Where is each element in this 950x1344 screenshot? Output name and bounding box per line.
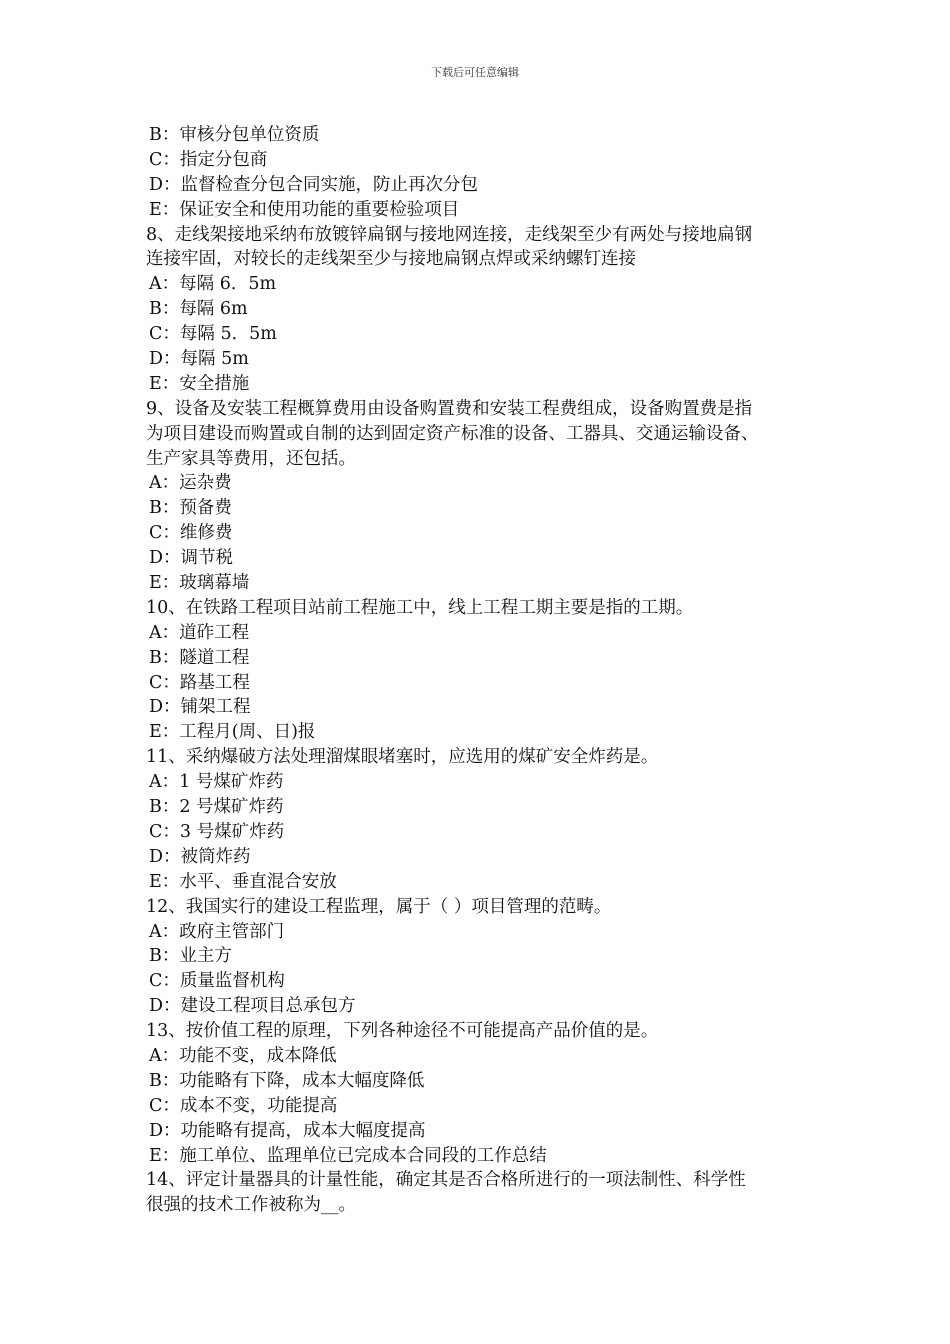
question-text: 为项目建设而购置或自制的达到固定资产标准的设备、工器具、交通运输设备、: [146, 423, 759, 444]
answer-option: C：质量监督机构: [149, 971, 285, 992]
answer-option: B：隧道工程: [149, 647, 250, 668]
answer-option: E：水平、垂直混合安放: [149, 871, 337, 892]
question-text: 11、采纳爆破方法处理溜煤眼堵塞时，应选用的煤矿安全炸药是。: [146, 747, 659, 768]
answer-option: E：玻璃幕墙: [149, 573, 250, 594]
answer-option: C：成本不变，功能提高: [149, 1095, 338, 1116]
question-text: 很强的技术工作被称为__。: [146, 1195, 356, 1216]
answer-option: D：被筒炸药: [149, 846, 251, 867]
answer-option: C：指定分包商: [149, 149, 268, 170]
answer-option: B：每隔 6m: [149, 299, 248, 320]
answer-option: C：路基工程: [149, 672, 250, 693]
answer-option: C：维修费: [149, 523, 233, 544]
answer-option: C：3 号煤矿炸药: [149, 821, 285, 842]
answer-option: B：审核分包单位资质: [149, 125, 320, 145]
answer-option: A：1 号煤矿炸药: [149, 772, 284, 793]
answer-option: E：保证安全和使用功能的重要检验项目: [149, 199, 460, 220]
question-text: 13、按价值工程的原理，下列各种途径不可能提高产品价值的是。: [146, 1021, 659, 1042]
question-text: 14、评定计量器具的计量性能，确定其是否合格所进行的一项法制性、科学性: [146, 1170, 746, 1191]
question-text: 8、走线架接地采纳布放镀锌扁钢与接地网连接，走线架至少有两处与接地扁钢: [146, 224, 753, 245]
answer-option: E：工程月(周、日)报: [149, 722, 316, 743]
answer-option: D：调节税: [149, 548, 234, 569]
question-text: 连接牢固，对较长的走线架至少与接地扁钢点焊或采纳螺钉连接: [146, 249, 636, 270]
answer-option: B：业主方: [149, 946, 232, 967]
question-text: 12、我国实行的建设工程监理，属于（ ）项目管理的范畴。: [146, 896, 612, 917]
answer-option: D：建设工程项目总承包方: [149, 996, 356, 1017]
answer-option: E：施工单位、监理单位已完成本合同段的工作总结: [149, 1145, 547, 1166]
answer-option: A：运杂费: [149, 473, 232, 494]
question-text: 生产家具等费用，还包括。: [146, 448, 356, 469]
page-header: 下载后可任意编辑: [431, 66, 519, 79]
document-body: [146, 123, 826, 1218]
answer-option: A：道砟工程: [149, 622, 250, 643]
question-text: 10、在铁路工程项目站前工程施工中，线上工程工期主要是指的工期。: [146, 597, 694, 618]
answer-option: D：铺架工程: [149, 697, 251, 718]
question-text: 9、设备及安装工程概算费用由设备购置费和安装工程费组成，设备购置费是指: [146, 398, 753, 419]
answer-option: D：功能略有提高，成本大幅度提高: [149, 1120, 426, 1141]
answer-option: D：监督检查分包合同实施，防止再次分包: [149, 174, 479, 195]
answer-option: A：功能不变，成本降低: [149, 1045, 337, 1066]
answer-option: A：政府主管部门: [149, 921, 285, 942]
answer-option: C：每隔 5．5m: [149, 324, 277, 345]
answer-option: E：安全措施: [149, 373, 250, 394]
answer-option: B：功能略有下降，成本大幅度降低: [149, 1070, 425, 1091]
answer-option: B：预备费: [149, 498, 232, 519]
answer-option: A：每隔 6．5m: [149, 274, 277, 295]
answer-option: D：每隔 5m: [149, 349, 249, 370]
answer-option: B：2 号煤矿炸药: [149, 797, 284, 818]
